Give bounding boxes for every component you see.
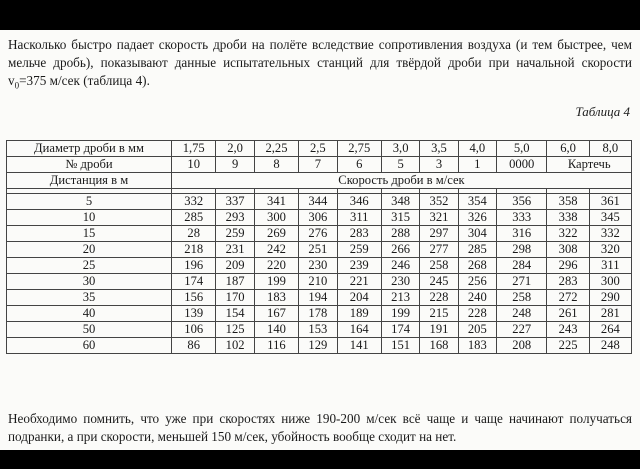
speed-cell: 352 [420,194,458,210]
speed-cell: 183 [254,290,298,306]
speed-cell: 269 [254,226,298,242]
speed-cell: 116 [254,338,298,354]
diameter-cell: 2,75 [337,141,381,157]
speed-cell: 209 [216,258,254,274]
shot-number-cell: 3 [420,157,458,173]
speed-row [7,194,632,210]
speed-cell: 139 [172,306,216,322]
shot-number-cell: 1 [458,157,496,173]
speed-cell: 248 [496,306,546,322]
shot-number-cell: 0000 [496,157,546,173]
speed-cell: 199 [381,306,419,322]
speed-cell: 316 [496,226,546,242]
speed-cell: 174 [172,274,216,290]
speed-cell: 337 [216,194,254,210]
speed-cell: 243 [547,322,589,338]
speed-cell: 288 [381,226,419,242]
speed-cell: 311 [589,258,631,274]
speed-cell: 210 [299,274,337,290]
speed-cell: 140 [254,322,298,338]
speed-cell: 308 [547,242,589,258]
speed-row [7,338,632,354]
speed-cell: 333 [496,210,546,226]
speed-cell: 358 [547,194,589,210]
speed-cell: 321 [420,210,458,226]
speed-cell: 332 [172,194,216,210]
speed-cell: 258 [420,258,458,274]
speed-cell: 218 [172,242,216,258]
speed-cell: 240 [458,290,496,306]
speed-cell: 271 [496,274,546,290]
distance-cell: 10 [7,210,172,226]
speed-cell: 348 [381,194,419,210]
diameter-row [7,141,632,157]
intro-paragraph [8,36,632,95]
shot-speed-table [6,140,632,354]
diameter-cell: 8,0 [589,141,631,157]
speed-cell: 196 [172,258,216,274]
shot-number-row [7,157,632,173]
speed-cell: 264 [589,322,631,338]
speed-cell: 239 [337,258,381,274]
speed-cell: 230 [381,274,419,290]
speed-rows [7,194,632,354]
diameter-cell: 1,75 [172,141,216,157]
speed-cell: 187 [216,274,254,290]
speed-row [7,226,632,242]
speed-cell: 86 [172,338,216,354]
speed-cell: 276 [299,226,337,242]
speed-cell: 266 [381,242,419,258]
speed-cell: 167 [254,306,298,322]
speed-cell: 259 [216,226,254,242]
shot-number-label: № дроби [7,157,172,173]
speed-cell: 220 [254,258,298,274]
speed-cell: 151 [381,338,419,354]
speed-cell: 245 [420,274,458,290]
shot-number-cell: 8 [254,157,298,173]
velocity-subscript: 0 [14,80,20,91]
speed-cell: 283 [337,226,381,242]
speed-cell: 141 [337,338,381,354]
distance-cell: 25 [7,258,172,274]
speed-cell: 154 [216,306,254,322]
speed-cell: 344 [299,194,337,210]
diameter-cell: 2,25 [254,141,298,157]
speed-cell: 297 [420,226,458,242]
speed-cell: 285 [172,210,216,226]
speed-cell: 246 [381,258,419,274]
speed-cell: 345 [589,210,631,226]
diameter-cell: 6,0 [547,141,589,157]
speed-cell: 156 [172,290,216,306]
speed-label: Скорость дроби в м/сек [172,173,632,189]
speed-cell: 311 [337,210,381,226]
speed-cell: 106 [172,322,216,338]
speed-cell: 304 [458,226,496,242]
speed-cell: 315 [381,210,419,226]
speed-cell: 228 [458,306,496,322]
speed-cell: 268 [458,258,496,274]
speed-cell: 208 [496,338,546,354]
document-page [0,30,640,450]
speed-cell: 125 [216,322,254,338]
speed-cell: 341 [254,194,298,210]
shot-number-cell: 9 [216,157,254,173]
speed-row [7,274,632,290]
speed-cell: 178 [299,306,337,322]
speed-cell: 248 [589,338,631,354]
speed-cell: 221 [337,274,381,290]
diameter-label: Диаметр дроби в мм [7,141,172,157]
table-caption: Таблица 4 [575,104,630,119]
speed-cell: 183 [458,338,496,354]
distance-cell: 40 [7,306,172,322]
speed-cell: 28 [172,226,216,242]
diameter-cell: 3,0 [381,141,419,157]
speed-cell: 191 [420,322,458,338]
distance-cell: 20 [7,242,172,258]
intro-text: Насколько быстро падает скорость дроби на полёте вследствие сопротивления воздуха (и тем быстрее, чем мельче дробь), показывают данные испытательных станций для твёрдой дроби при начальной скорости v [8,37,632,88]
speed-row [7,242,632,258]
speed-cell: 213 [381,290,419,306]
speed-cell: 272 [547,290,589,306]
speed-cell: 338 [547,210,589,226]
speed-cell: 284 [496,258,546,274]
distance-cell: 35 [7,290,172,306]
shot-number-cell: 5 [381,157,419,173]
speed-cell: 230 [299,258,337,274]
speed-cell: 153 [299,322,337,338]
speed-cell: 225 [547,338,589,354]
speed-cell: 174 [381,322,419,338]
speed-cell: 170 [216,290,254,306]
speed-cell: 242 [254,242,298,258]
distance-cell: 30 [7,274,172,290]
speed-cell: 283 [547,274,589,290]
buckshot-label: Картечь [547,157,632,173]
speed-row [7,210,632,226]
speed-cell: 164 [337,322,381,338]
distance-cell: 60 [7,338,172,354]
speed-cell: 256 [458,274,496,290]
speed-cell: 296 [547,258,589,274]
speed-cell: 231 [216,242,254,258]
speed-cell: 258 [496,290,546,306]
speed-cell: 298 [496,242,546,258]
speed-cell: 354 [458,194,496,210]
speed-cell: 332 [589,226,631,242]
speed-cell: 199 [254,274,298,290]
speed-cell: 168 [420,338,458,354]
distance-cell: 50 [7,322,172,338]
distance-label: Дистанция в м [7,173,172,189]
speed-row [7,306,632,322]
speed-cell: 293 [216,210,254,226]
speed-cell: 102 [216,338,254,354]
shot-number-cell: 10 [172,157,216,173]
speed-cell: 251 [299,242,337,258]
speed-cell: 194 [299,290,337,306]
shot-number-cell: 7 [299,157,337,173]
intro-text-end: =375 м/сек (таблица 4). [19,73,150,88]
speed-cell: 285 [458,242,496,258]
header-row [7,173,632,189]
speed-cell: 281 [589,306,631,322]
speed-cell: 228 [420,290,458,306]
speed-cell: 306 [299,210,337,226]
speed-cell: 346 [337,194,381,210]
diameter-cell: 2,0 [216,141,254,157]
speed-cell: 300 [589,274,631,290]
distance-cell: 5 [7,194,172,210]
speed-cell: 205 [458,322,496,338]
speed-cell: 129 [299,338,337,354]
diameter-cell: 2,5 [299,141,337,157]
diameter-cell: 4,0 [458,141,496,157]
speed-cell: 215 [420,306,458,322]
speed-cell: 326 [458,210,496,226]
speed-cell: 361 [589,194,631,210]
speed-cell: 356 [496,194,546,210]
speed-row [7,258,632,274]
shot-number-cell: 6 [337,157,381,173]
speed-cell: 277 [420,242,458,258]
speed-row [7,322,632,338]
speed-cell: 320 [589,242,631,258]
speed-cell: 259 [337,242,381,258]
speed-cell: 300 [254,210,298,226]
speed-cell: 322 [547,226,589,242]
closing-paragraph: Необходимо помнить, что уже при скоростях ниже 190-200 м/сек всё чаще и чаще начинают получаться подранки, а при скорости, меньшей 150 м/сек, убойность вообще сходит на нет. [8,411,632,444]
speed-cell: 204 [337,290,381,306]
speed-row [7,290,632,306]
speed-cell: 227 [496,322,546,338]
diameter-cell: 5,0 [496,141,546,157]
distance-cell: 15 [7,226,172,242]
speed-cell: 290 [589,290,631,306]
speed-cell: 261 [547,306,589,322]
speed-cell: 189 [337,306,381,322]
diameter-cell: 3,5 [420,141,458,157]
